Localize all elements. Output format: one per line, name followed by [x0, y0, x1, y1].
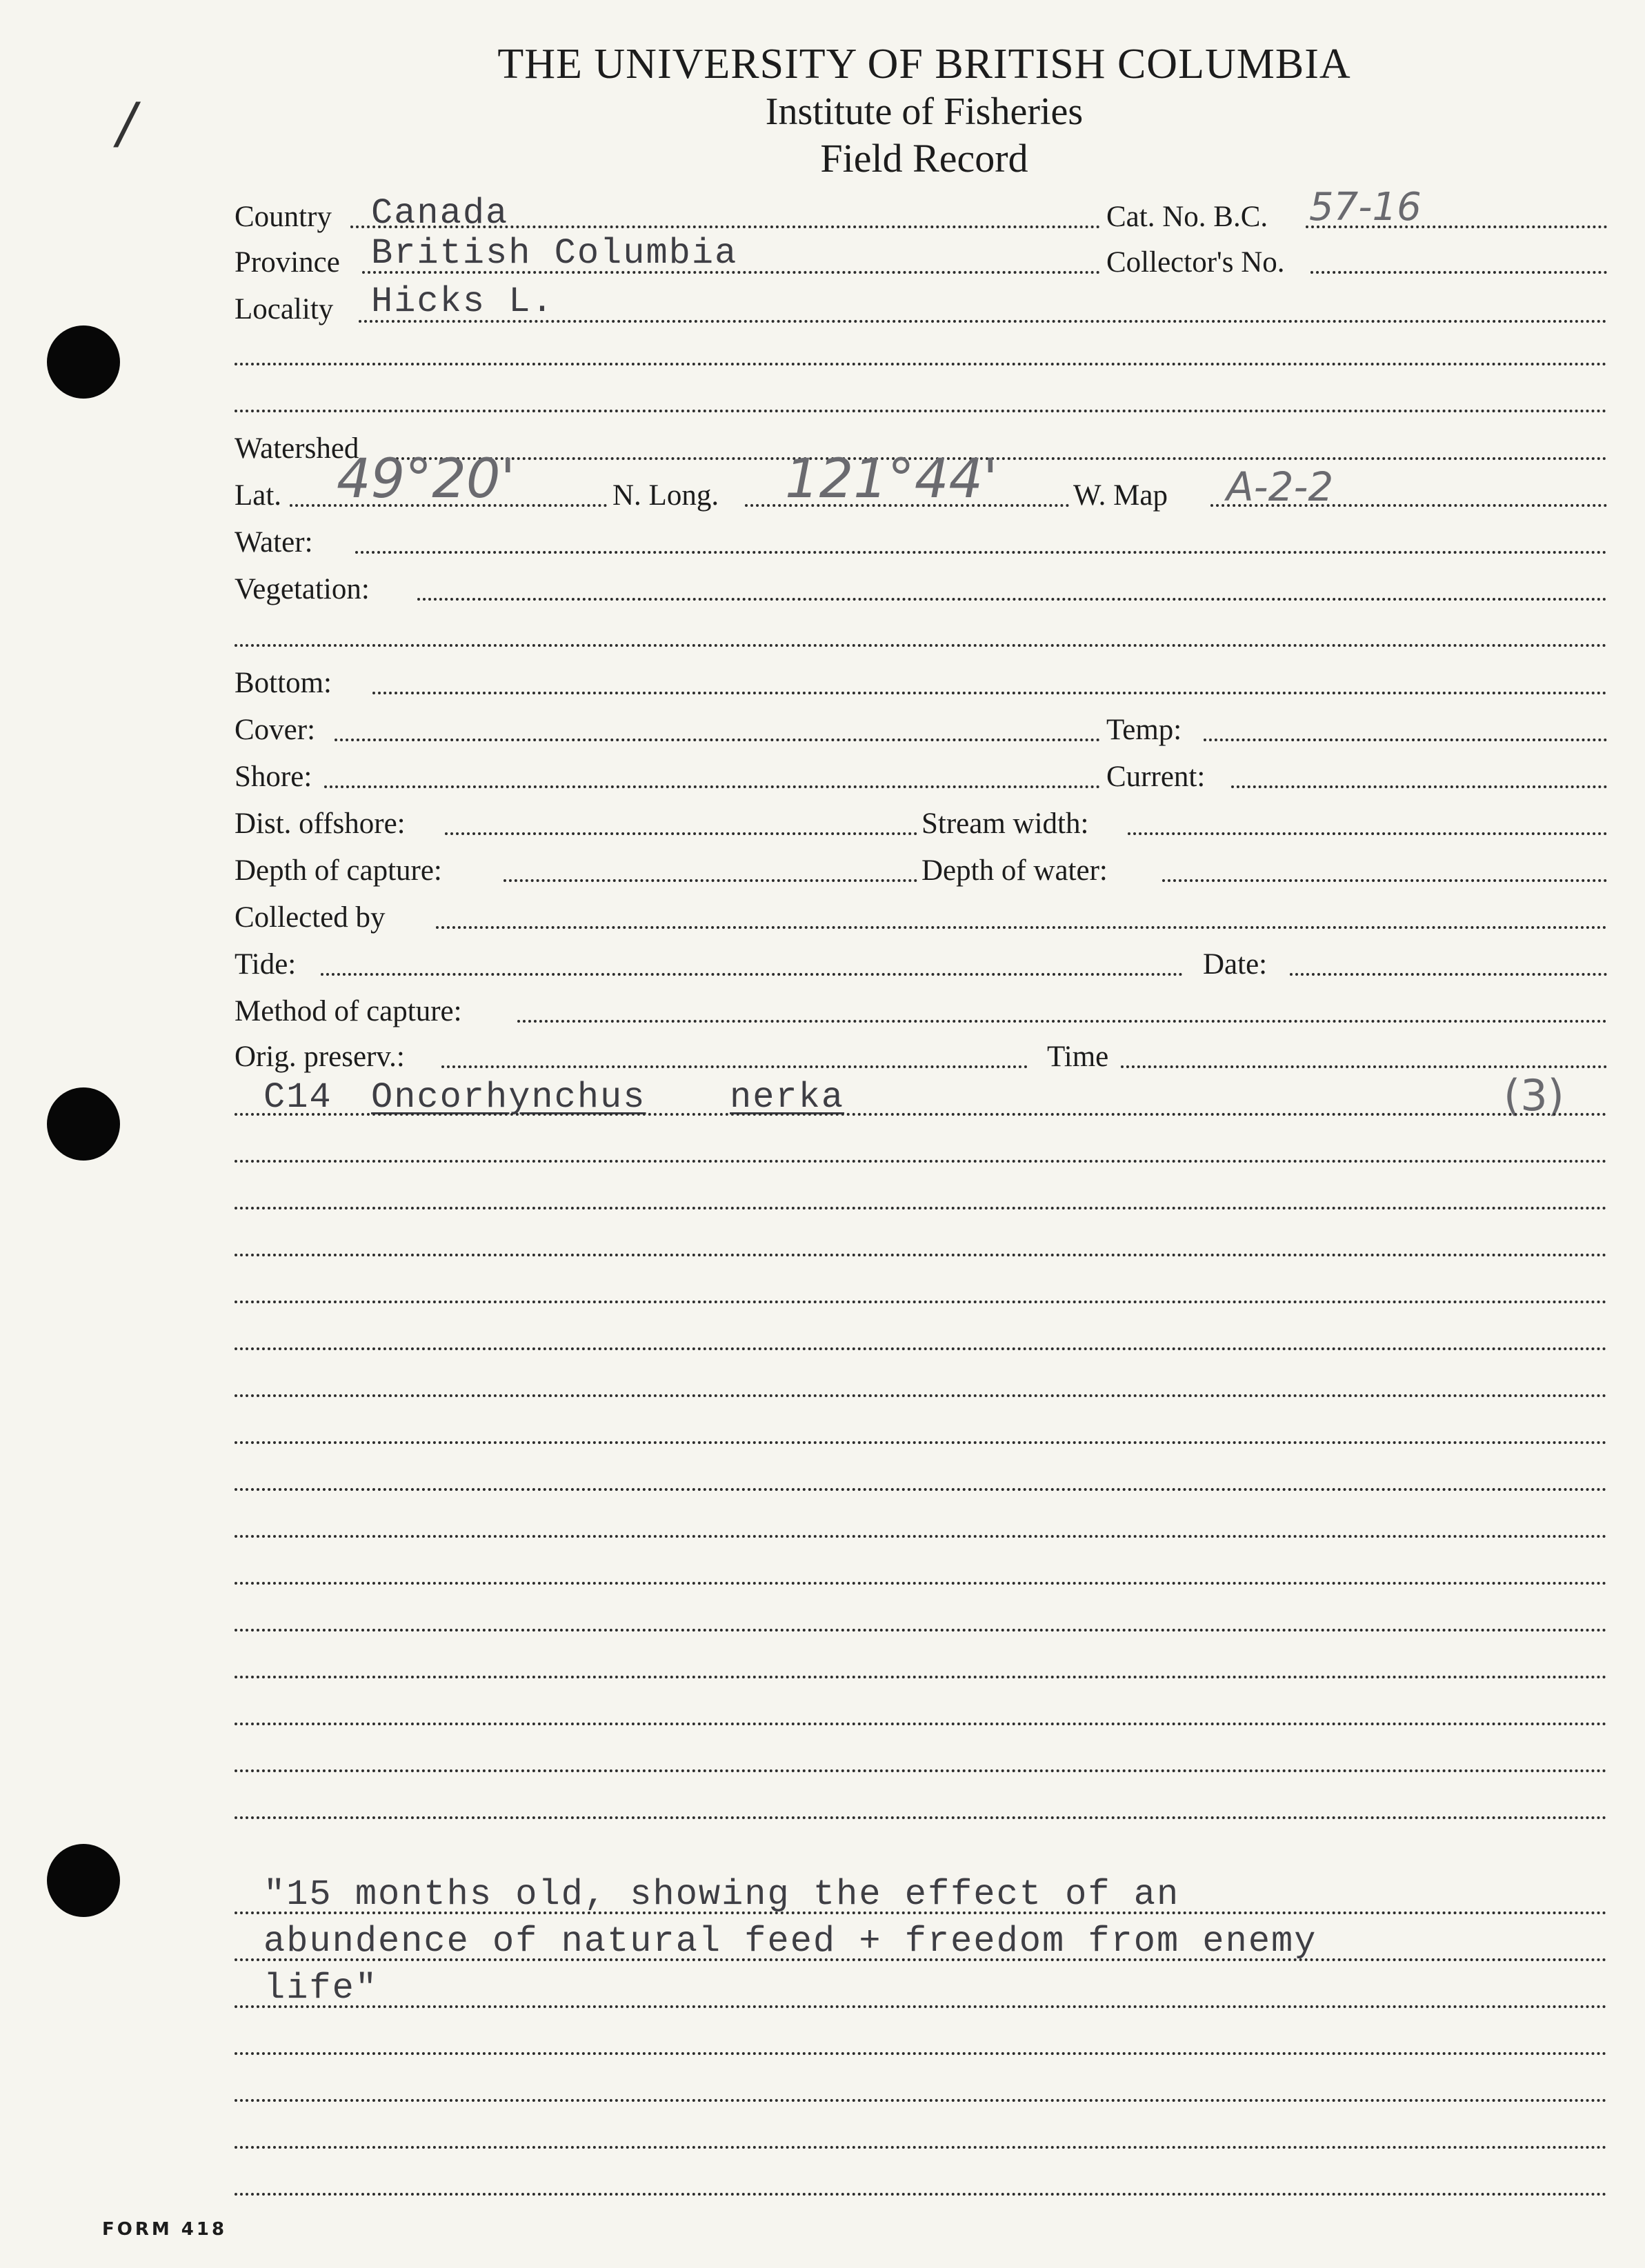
depth-capture-label: Depth of capture: [235, 854, 442, 887]
watershed-label: Watershed [235, 432, 359, 465]
method-label: Method of capture: [235, 995, 462, 1027]
locality-line-2 [235, 363, 1607, 365]
tide-line [321, 973, 1183, 976]
institute-title: Institute of Fisheries [765, 90, 1084, 133]
collected-by-label: Collected by [235, 901, 386, 934]
country-label: Country [235, 201, 332, 233]
map-value: A-2-2 [1226, 463, 1334, 510]
ruled-line [235, 1723, 1607, 1725]
binder-hole-middle [47, 1087, 120, 1161]
stream-width-label: Stream width: [921, 807, 1089, 840]
note-line-1: "15 months old, showing the effect of an [263, 1874, 1180, 1915]
university-title: THE UNIVERSITY OF BRITISH COLUMBIA [497, 41, 1351, 88]
binder-hole-top [47, 325, 120, 399]
specimen-line [235, 1113, 1607, 1116]
bottom-label: Bottom: [235, 667, 332, 699]
specimen-genus: Oncorhynchus [371, 1077, 646, 1118]
method-line [517, 1020, 1607, 1023]
country-value: Canada [371, 193, 509, 234]
lat-value: 49°20' [337, 448, 515, 510]
collectors-no-line [1310, 271, 1607, 274]
vegetation-label: Vegetation: [235, 573, 370, 605]
locality-label: Locality [235, 293, 334, 325]
corner-check-mark: / [117, 91, 136, 155]
watershed-line [390, 457, 1607, 460]
province-label: Province [235, 246, 340, 279]
ruled-line [235, 1676, 1607, 1678]
temp-label: Temp: [1106, 714, 1182, 746]
note-line-2: abundence of natural feed + freedom from enemy [263, 1921, 1317, 1962]
water-line [355, 551, 1607, 554]
current-label: Current: [1106, 761, 1206, 793]
date-line [1290, 973, 1607, 976]
depth-water-label: Depth of water: [921, 854, 1108, 887]
shore-label: Shore: [235, 761, 312, 793]
vegetation-line-2 [235, 644, 1607, 647]
vegetation-line [417, 598, 1607, 601]
stream-width-line [1128, 832, 1607, 835]
w-map-label: W. Map [1073, 479, 1168, 512]
tide-label: Tide: [235, 948, 297, 981]
specimen-code: C14 [263, 1077, 332, 1118]
cat-no-value: 57-16 [1309, 185, 1422, 230]
form-number: FORM 418 [102, 2219, 228, 2240]
ruled-line [235, 1816, 1607, 1819]
ruled-line [235, 1535, 1607, 1538]
bottom-line [372, 692, 1607, 694]
ruled-line [235, 2193, 1607, 2196]
dist-offshore-line [445, 832, 917, 835]
depth-water-line [1162, 879, 1607, 882]
ruled-line [235, 1911, 1607, 1914]
ruled-line [235, 1958, 1607, 1961]
temp-line [1204, 739, 1607, 741]
ruled-line [235, 1441, 1607, 1444]
date-label: Date: [1203, 948, 1268, 981]
ruled-line [235, 1254, 1607, 1256]
ruled-line [235, 2146, 1607, 2149]
ruled-line [235, 1582, 1607, 1585]
ruled-line [235, 1629, 1607, 1632]
ruled-line [235, 1207, 1607, 1210]
binder-hole-bottom [47, 1844, 120, 1917]
ruled-line [235, 1301, 1607, 1303]
ruled-line [235, 1488, 1607, 1491]
time-line [1121, 1065, 1607, 1068]
shore-line [324, 785, 1100, 788]
orig-preserv-line [441, 1065, 1028, 1068]
long-value: 121°44' [785, 448, 998, 510]
note-line-3: life" [263, 1968, 379, 2009]
cat-no-label: Cat. No. B.C. [1106, 201, 1268, 233]
ruled-line [235, 2099, 1607, 2102]
collectors-no-label: Collector's No. [1106, 246, 1285, 279]
ruled-line [235, 1769, 1607, 1772]
ruled-line [235, 1160, 1607, 1163]
ruled-line [235, 2052, 1607, 2055]
locality-line-3 [235, 410, 1607, 412]
ruled-line [235, 1347, 1607, 1350]
locality-value: Hicks L. [371, 281, 555, 322]
time-label: Time [1047, 1041, 1109, 1073]
dist-offshore-label: Dist. offshore: [235, 807, 406, 840]
record-title: Field Record [820, 136, 1028, 181]
province-value: British Columbia [371, 233, 738, 274]
specimen-count: (3) [1504, 1070, 1564, 1121]
ruled-line [235, 2005, 1607, 2008]
collected-by-line [436, 926, 1607, 929]
current-line [1231, 785, 1607, 788]
cover-line [335, 739, 1100, 741]
ruled-line [235, 1394, 1607, 1397]
cover-label: Cover: [235, 714, 316, 746]
water-label: Water: [235, 526, 313, 559]
orig-preserv-label: Orig. preserv.: [235, 1041, 405, 1073]
n-long-label: N. Long. [612, 479, 719, 512]
depth-capture-line [504, 879, 917, 882]
lat-label: Lat. [235, 479, 282, 512]
specimen-species: nerka [730, 1077, 845, 1118]
